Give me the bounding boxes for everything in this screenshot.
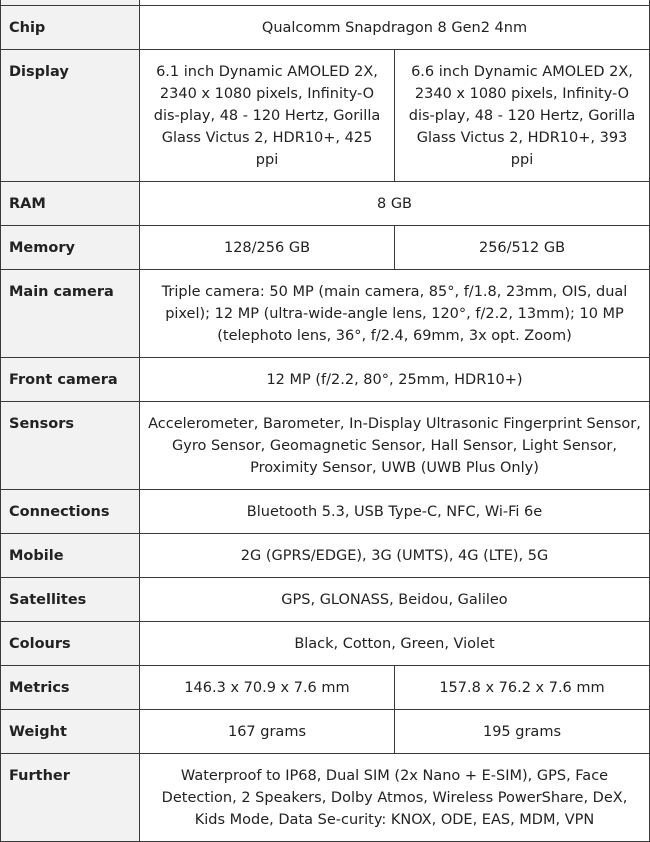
value-weight-s23plus: 195 grams xyxy=(395,710,650,754)
value-connections: Bluetooth 5.3, USB Type-C, NFC, Wi-Fi 6e xyxy=(140,490,650,534)
value-weight-s23: 167 grams xyxy=(140,710,395,754)
value-main-camera: Triple camera: 50 MP (main camera, 85°, f/1.8, 23mm, OIS, dual pixel); 12 MP (ultra-wide-angle lens, 120°, f/2.2, 13mm); 10 MP (telephoto lens, 36°, f/2.4, 69mm, 3x opt. Zoom) xyxy=(140,270,650,358)
row-weight xyxy=(1,710,650,754)
value-further: Waterproof to IP68, Dual SIM (2x Nano + E-SIM), GPS, Face Detection, 2 Speakers, Dolby Atmos, Wireless PowerShare, DeX, Kids Mode, Data Se-curity: KNOX, ODE, EAS, MDM, VPN xyxy=(140,754,650,842)
label-ram: RAM xyxy=(1,182,140,226)
value-metrics-s23: 146.3 x 70.9 x 7.6 mm xyxy=(140,666,395,710)
value-memory-s23: 128/256 GB xyxy=(140,226,395,270)
row-ram xyxy=(1,182,650,226)
label-colours: Colours xyxy=(1,622,140,666)
value-memory-s23plus: 256/512 GB xyxy=(395,226,650,270)
label-mobile: Mobile xyxy=(1,534,140,578)
row-chip xyxy=(1,6,650,50)
value-colours: Black, Cotton, Green, Violet xyxy=(140,622,650,666)
row-sensors xyxy=(1,402,650,490)
row-connections xyxy=(1,490,650,534)
row-memory xyxy=(1,226,650,270)
value-display-s23: 6.1 inch Dynamic AMOLED 2X, 2340 x 1080 pixels, Infinity-O dis-play, 48 - 120 Hertz, Gorilla Glass Victus 2, HDR10+, 425 ppi xyxy=(140,50,395,182)
value-mobile: 2G (GPRS/EDGE), 3G (UMTS), 4G (LTE), 5G xyxy=(140,534,650,578)
row-front-camera xyxy=(1,358,650,402)
row-display xyxy=(1,50,650,182)
label-further: Further xyxy=(1,754,140,842)
value-metrics-s23plus: 157.8 x 76.2 x 7.6 mm xyxy=(395,666,650,710)
row-colours xyxy=(1,622,650,666)
label-sensors: Sensors xyxy=(1,402,140,490)
label-main-camera: Main camera xyxy=(1,270,140,358)
label-weight: Weight xyxy=(1,710,140,754)
value-chip: Qualcomm Snapdragon 8 Gen2 4nm xyxy=(140,6,650,50)
row-further xyxy=(1,754,650,842)
value-sensors: Accelerometer, Barometer, In-Display Ultrasonic Fingerprint Sensor, Gyro Sensor, Geomagnetic Sensor, Hall Sensor, Light Sensor, Proximity Sensor, UWB (UWB Plus Only) xyxy=(140,402,650,490)
value-front-camera: 12 MP (f/2.2, 80°, 25mm, HDR10+) xyxy=(140,358,650,402)
value-display-s23plus: 6.6 inch Dynamic AMOLED 2X, 2340 x 1080 pixels, Infinity-O dis-play, 48 - 120 Hertz, Gorilla Glass Victus 2, HDR10+, 393 ppi xyxy=(395,50,650,182)
label-chip: Chip xyxy=(1,6,140,50)
row-main-camera xyxy=(1,270,650,358)
label-display: Display xyxy=(1,50,140,182)
row-satellites xyxy=(1,578,650,622)
value-satellites: GPS, GLONASS, Beidou, Galileo xyxy=(140,578,650,622)
label-memory: Memory xyxy=(1,226,140,270)
label-front-camera: Front camera xyxy=(1,358,140,402)
label-metrics: Metrics xyxy=(1,666,140,710)
value-ram: 8 GB xyxy=(140,182,650,226)
row-mobile xyxy=(1,534,650,578)
row-metrics xyxy=(1,666,650,710)
label-connections: Connections xyxy=(1,490,140,534)
label-satellites: Satellites xyxy=(1,578,140,622)
